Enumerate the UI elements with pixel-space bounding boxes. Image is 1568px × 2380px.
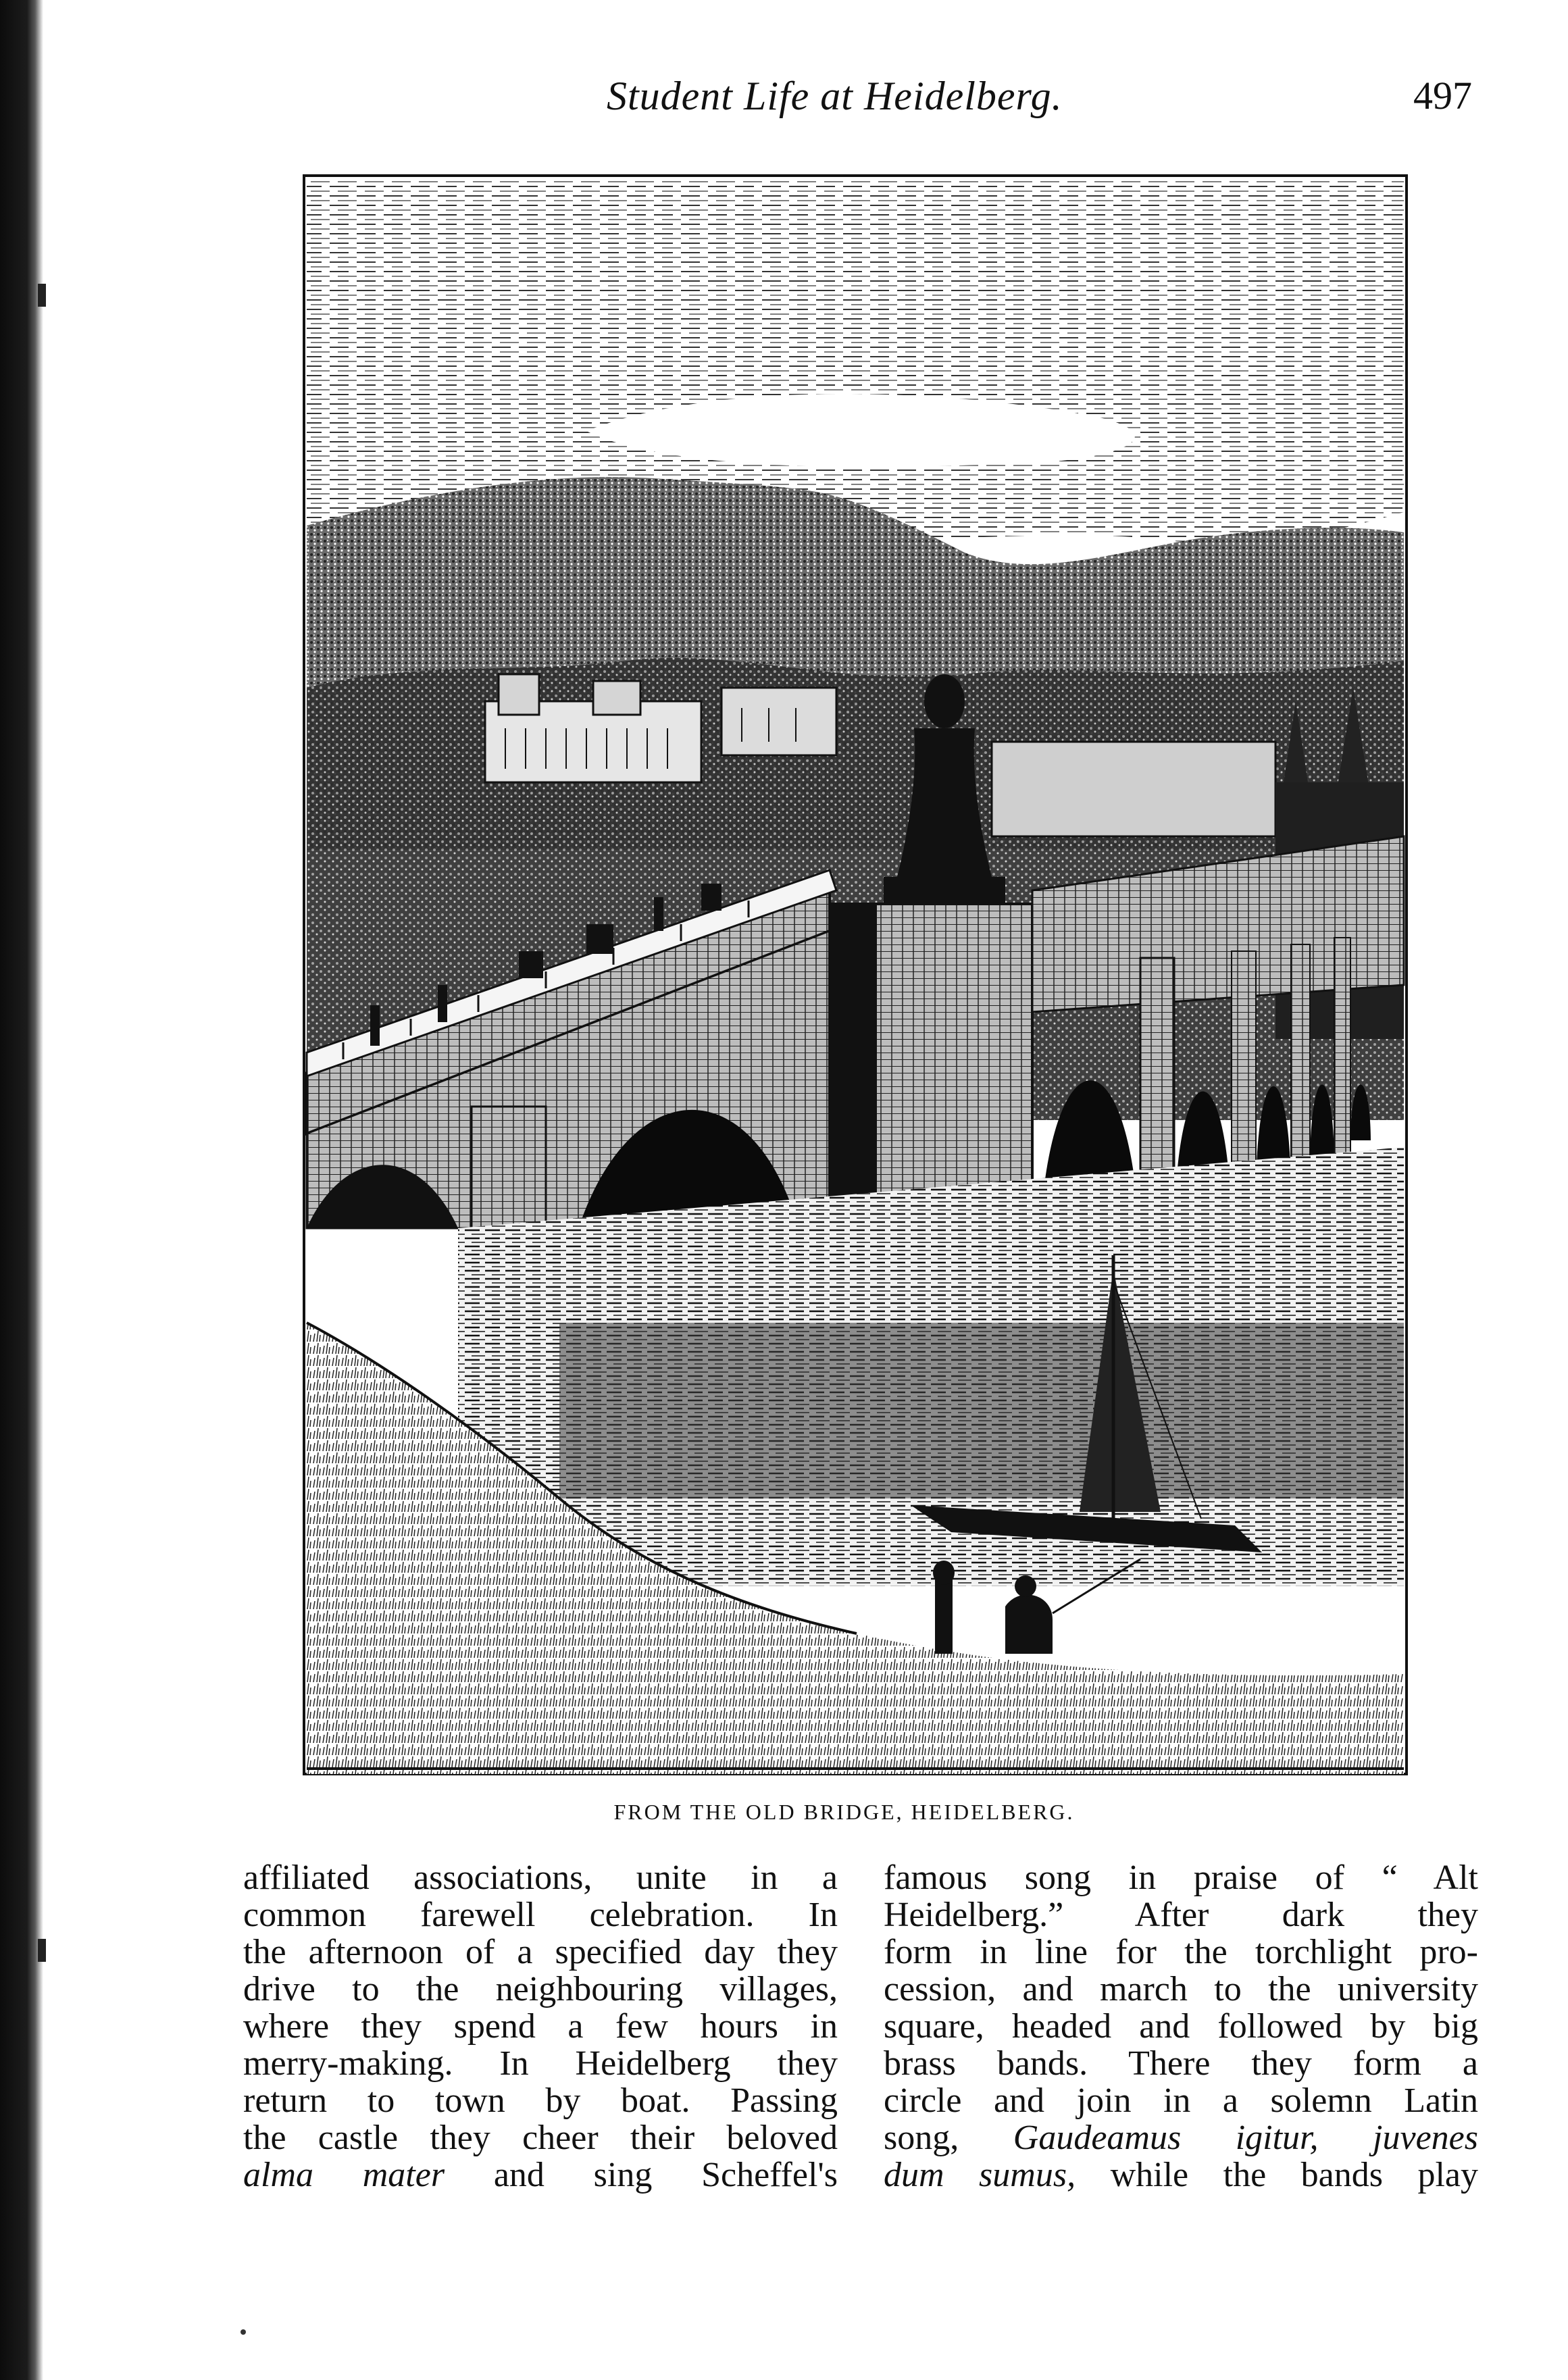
- text-line: drive to the neighbouring villages,: [243, 1970, 838, 2008]
- text-line: common farewell celebration. In: [243, 1896, 838, 1934]
- text-line: famous song in praise of “ Alt: [884, 1858, 1478, 1897]
- text-line: [884, 2156, 1478, 2194]
- page-header: [0, 73, 1568, 141]
- right-text-column: [884, 1859, 1478, 2194]
- page-number: 497: [1413, 74, 1472, 118]
- running-title: Student Life at Heidelberg.: [607, 74, 1063, 118]
- text-line: where they spend a few hours in: [243, 2007, 838, 2046]
- figure-caption: FROM THE OLD BRIDGE, HEIDELBERG.: [613, 1800, 1075, 1824]
- text-line: circle and join in a solemn Latin: [884, 2081, 1478, 2120]
- italic-phrase: alma mater: [243, 2156, 445, 2194]
- left-text-column: [243, 1859, 838, 2194]
- text-line: return to town by boat. Passing: [243, 2081, 838, 2120]
- italic-phrase: Gaudeamus igitur, juvenes: [1013, 2119, 1478, 2157]
- text-line: the afternoon of a specified day they: [243, 1933, 838, 1971]
- spine-mark: [38, 284, 46, 307]
- text-line: [243, 2156, 838, 2194]
- text-line: brass bands. There they form a: [884, 2044, 1478, 2083]
- engraving-svg: [303, 174, 1408, 1775]
- text-segment: song,: [884, 2119, 1013, 2157]
- text-line: affiliated associations, unite in a: [243, 1858, 838, 1897]
- text-segment: while the bands play: [1076, 2156, 1479, 2194]
- text-segment: and sing Scheffel's: [445, 2156, 838, 2194]
- text-line: cession, and march to the university: [884, 1970, 1478, 2008]
- text-line: Heidelberg.” After dark they: [884, 1896, 1478, 1934]
- text-line: the castle they cheer their beloved: [243, 2119, 838, 2157]
- text-line: square, headed and followed by big: [884, 2007, 1478, 2046]
- ink-speck: [241, 2329, 246, 2335]
- engraving-illustration: [303, 174, 1408, 1775]
- text-line: [884, 2119, 1478, 2156]
- italic-phrase: dum sumus,: [884, 2156, 1076, 2194]
- text-line: form in line for the torchlight pro-: [884, 1933, 1478, 1971]
- spine-mark: [38, 1939, 46, 1962]
- text-line: merry-making. In Heidelberg they: [243, 2044, 838, 2083]
- book-spine-shadow: [0, 0, 43, 2380]
